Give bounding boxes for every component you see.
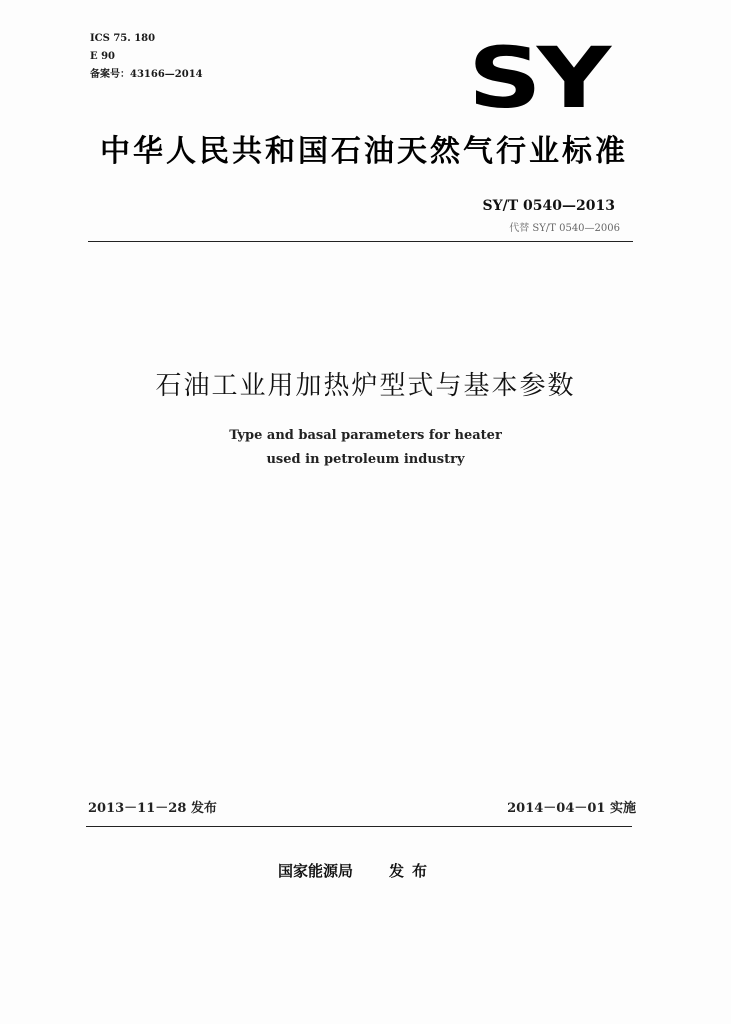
document-title-english-line-2: used in petroleum industry [266,452,465,467]
record-number: 备案号：43166—2014 [90,69,203,80]
document-title-chinese: 石油工业用加热炉型式与基本参数 [155,371,576,401]
sy-logo: SY [468,29,607,127]
issue-date: 2013－11－28 发布 [88,801,217,816]
category-code: E 90 [90,51,116,62]
publisher-action: 发布 [389,862,436,880]
standard-organization-title: 中华人民共和国石油天然气行业标准 [100,134,628,169]
bottom-divider [86,826,632,827]
top-divider [88,241,633,242]
document-title-english-line-1: Type and basal parameters for heater [229,428,502,443]
publisher-name: 国家能源局 [278,862,354,880]
publisher-line [278,860,435,881]
classification-block [90,30,203,84]
replaces-standard: 代替 SY/T 0540—2006 [509,223,620,234]
ics-code: ICS 75. 180 [90,33,156,44]
standard-number: SY/T 0540—2013 [482,198,615,214]
implementation-date: 2014－04－01 实施 [507,801,636,816]
